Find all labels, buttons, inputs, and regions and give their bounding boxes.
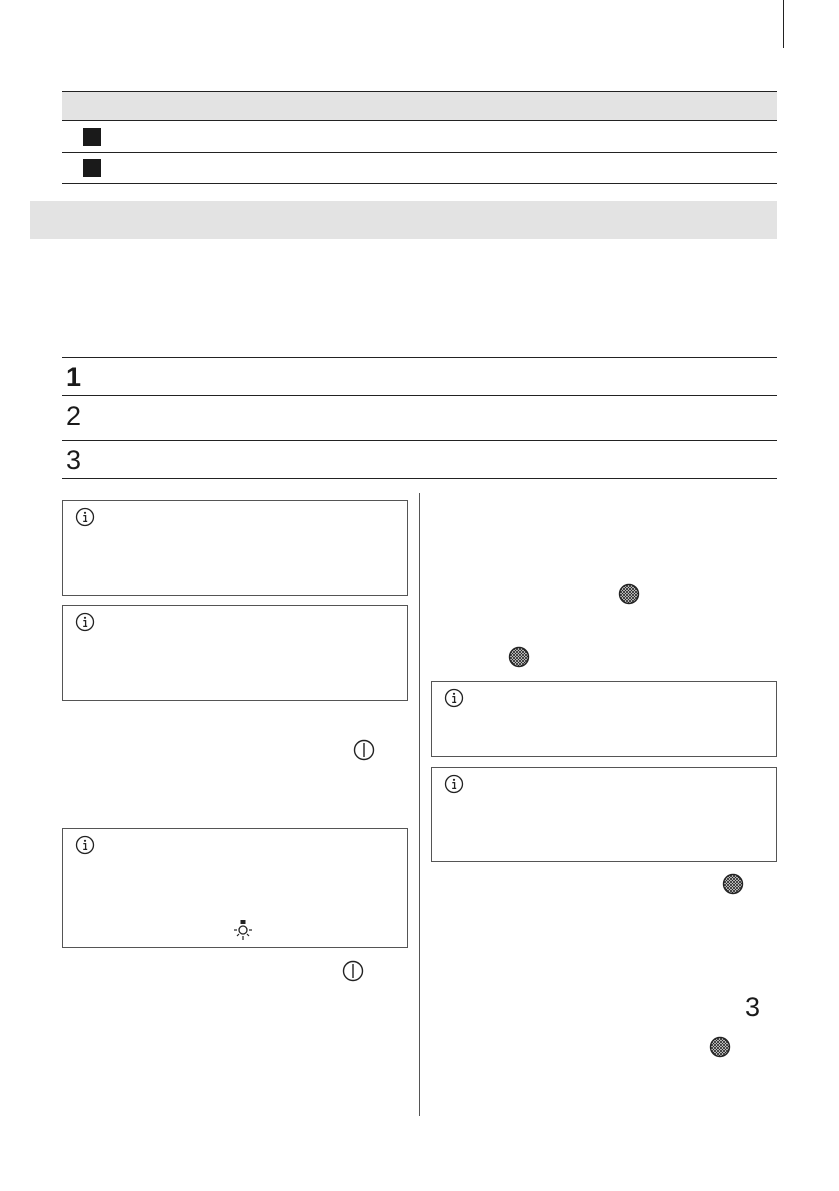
power-icon <box>352 738 376 762</box>
note-box <box>431 681 777 757</box>
row-number-2: 2 <box>66 401 82 431</box>
section-heading-band <box>30 201 777 239</box>
black-square-icon <box>83 159 101 177</box>
column-divider <box>419 493 420 1116</box>
row-number-1: 1 <box>66 362 82 392</box>
table-top-rule <box>62 357 777 358</box>
note-box <box>62 500 408 596</box>
hatched-circle-icon <box>709 1036 731 1058</box>
black-square-icon <box>83 128 101 146</box>
info-icon <box>75 507 95 527</box>
table-row-divider <box>62 440 777 441</box>
info-icon <box>444 774 464 794</box>
lamp-icon <box>231 919 255 941</box>
table-row-divider <box>62 395 777 396</box>
table-row-divider <box>62 152 777 153</box>
info-icon <box>75 835 95 855</box>
table-header-band <box>62 91 777 121</box>
hatched-circle-icon <box>722 873 744 895</box>
power-icon <box>341 959 365 983</box>
info-icon <box>75 612 95 632</box>
row-number-3: 3 <box>66 445 82 475</box>
table-bottom-rule <box>62 183 777 184</box>
hatched-circle-icon <box>618 583 640 605</box>
note-box <box>431 767 777 862</box>
note-box <box>62 605 408 701</box>
display-digit-3: 3 <box>745 992 761 1022</box>
info-icon <box>444 688 464 708</box>
crop-mark <box>783 0 784 48</box>
hatched-circle-icon <box>508 646 530 668</box>
table-bottom-rule <box>62 478 777 479</box>
note-box <box>62 828 408 948</box>
